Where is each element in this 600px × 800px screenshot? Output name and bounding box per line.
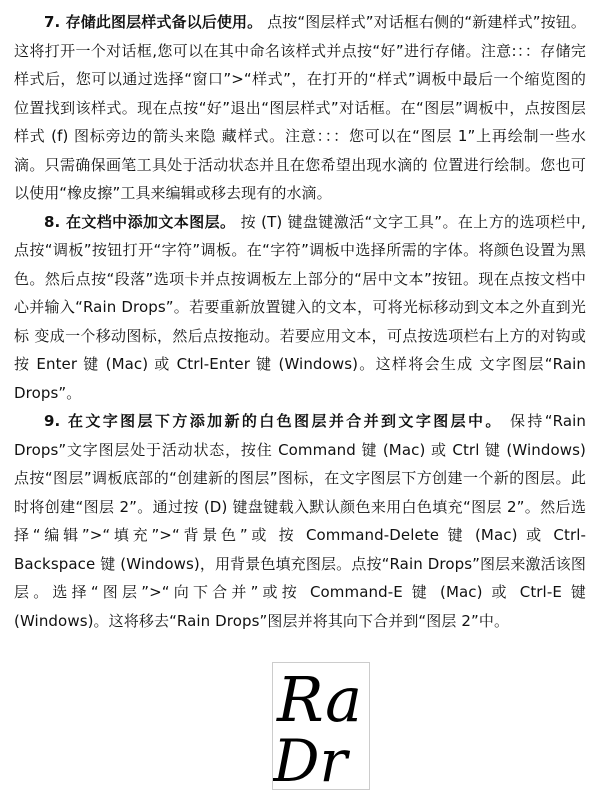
step-9-body: 保持“Rain Drops”文字图层处于活动状态，按住 Command 键 (Mac) 或 Ctrl 键 (Windows) 点按“图层”调板底部的“创建新的图层”图标，在文字图层下方创建一个新的图层。此时将创建“图层 2”。通过按 (D) 键盘键载入默认颜色来用白色填充“图层 2”。然后选择“编辑”>“填充”>“背景色”或 按 Command-Delete 键 (Mac) 或 Ctrl-Backspace 键 (Windows)，用背景色填充图层。点按“Rain Drops”图层来激活该图层。选择“图层”>“向下合并”或按 Command-E 键 (Mac) 或 Ctrl-E 键 (Windows)。这将移去“Rain Drops”图层并将其向下合并到“图层 2”中。: [14, 412, 586, 630]
step-8-title: 8. 在文档中添加文本图层。: [44, 212, 236, 231]
figure-text-line-2: Dr: [273, 727, 348, 789]
step-8-body: 按 (T) 键盘键激活“文字工具”。在上方的选项栏中,点按“调板”按钮打开“字符”调板。在“字符”调板中选择所需的字体。将颜色设置为黑色。然后点按“段落”选项卡并点按调板左上部分的“居中文本”按钮。现在点按文档中心并输入“Rain Drops”。若要重新放置键入的文本，可将光标移动到文本之外直到光标 变成一个移动图标，然后点按拖动。若要应用文本，可点按选项栏右上方的对钩或按 Enter 键 (Mac) 或 Ctrl-Enter 键 (Windows)。这样将会生成 文字图层“Rain Drops”。: [14, 212, 586, 402]
step-9-title: 9. 在文字图层下方添加新的白色图层并合并到文字图层中。: [44, 412, 503, 430]
rain-drops-text-image: [272, 662, 370, 790]
document-body: [14, 8, 586, 635]
step-7-body: 点按“图层样式”对话框右侧的“新建样式”按钮。这将打开一个对话框,您可以在其中命名该样式并点按“好”进行存储。注意:：：存储完样式后，您可以通过选择“窗口”>“样式”，在打开的“样式”调板中最后一个缩览图的位置找到该样式。现在点按“好”退出“图层样式”对话框。在“图层”调板中，点按图层样式 (f) 图标旁边的箭头来隐 藏样式。注意：：：您可以在“图层 1”上再绘制一些水滴。只需确保画笔工具处于活动状态并且在您希望出现水滴的 位置进行绘制。您也可以使用“橡皮擦”工具来编辑或移去现有的水滴。: [14, 13, 586, 202]
rain-drops-text-graphic: [273, 663, 369, 789]
step-7-paragraph: [14, 8, 586, 208]
step-8-paragraph: [14, 208, 586, 408]
figure-text-line-1: Ra: [277, 663, 363, 736]
step-7-title: 7. 存储此图层样式备以后使用。: [44, 13, 263, 31]
step-9-paragraph: [14, 407, 586, 635]
